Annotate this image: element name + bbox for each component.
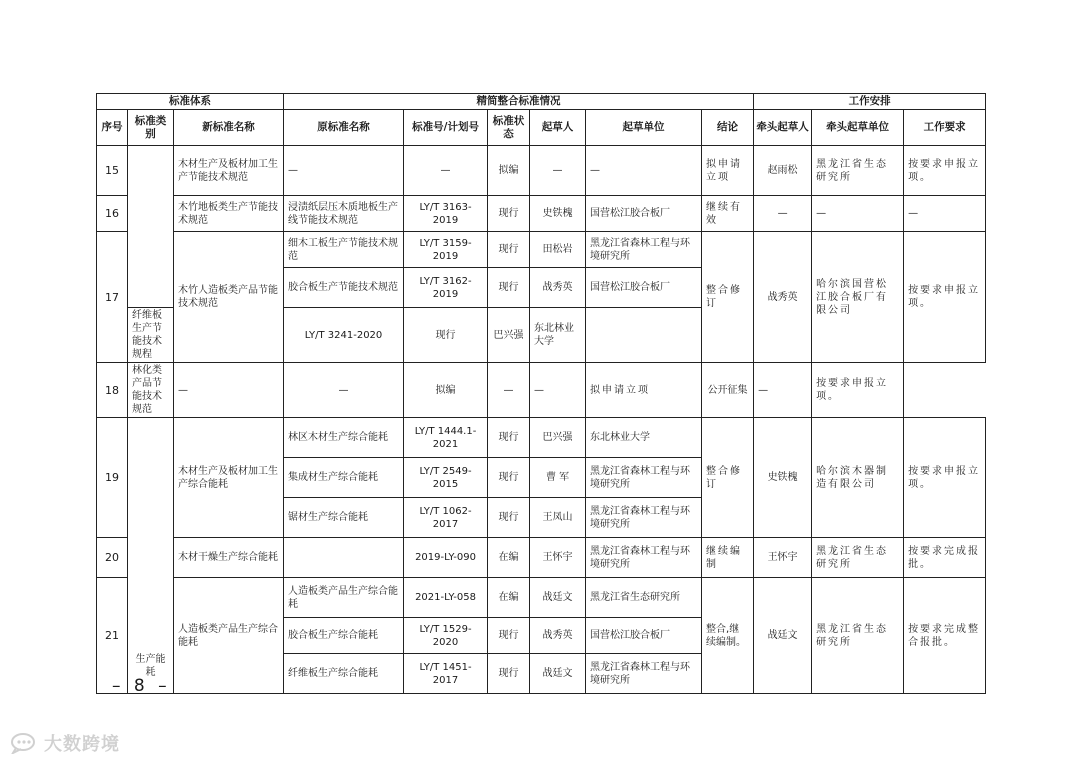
category-cell-empty [128,146,174,308]
requirement-cell: 按要求申报立项。 [904,232,986,363]
drafter-cell: 王凤山 [530,498,586,538]
status-cell: 拟编 [404,363,488,418]
drafter-cell: 曹 军 [530,458,586,498]
status-cell: 现行 [488,654,530,694]
orig-name-cell: 纤维板生产综合能耗 [284,654,404,694]
table-row [97,146,986,196]
std-no-cell: LY/T 2549-2015 [404,458,488,498]
new-name-cell: 木材生产及板材加工生产节能技术规范 [174,146,284,196]
header-new-name: 新标准名称 [174,110,284,146]
lead-unit-cell: — [812,196,904,232]
row-seq: 21 [97,578,128,694]
row-seq: 17 [97,232,128,363]
status-cell: 拟编 [488,146,530,196]
drafter-cell: 战秀英 [530,268,586,308]
header-seq: 序号 [97,110,128,146]
row-seq: 20 [97,538,128,578]
header-conclusion: 结论 [702,110,754,146]
row-seq: 19 [97,418,128,538]
status-cell: 现行 [488,418,530,458]
lead-drafter-cell: 公开征集 [702,363,754,418]
new-name-cell: 木竹地板类生产节能技术规范 [174,196,284,232]
orig-name-cell: 胶合板生产综合能耗 [284,618,404,654]
orig-name-cell: — [174,363,284,418]
orig-name-cell: 人造板类产品生产综合能耗 [284,578,404,618]
drafter-cell: 巴兴强 [488,308,530,363]
std-no-cell: — [404,146,488,196]
row-seq: 18 [97,363,128,418]
drafter-cell: — [488,363,530,418]
table-row [97,578,986,618]
std-no-cell: LY/T 3159-2019 [404,232,488,268]
table-row [97,196,986,232]
chat-bubble-icon [10,732,40,754]
std-no-cell: LY/T 1529-2020 [404,618,488,654]
orig-name-cell [284,538,404,578]
orig-name-cell: 细木工板生产节能技术规范 [284,232,404,268]
orig-name-cell: — [284,146,404,196]
unit-cell: 东北林业大学 [530,308,586,363]
header-consolidation-situation: 精简整合标准情况 [284,94,754,110]
header-work-arrangement: 工作安排 [754,94,986,110]
new-name-cell: 林化类产品节能技术规范 [128,363,174,418]
lead-drafter-cell: 史铁槐 [754,418,812,538]
status-cell: 现行 [404,308,488,363]
orig-name-cell: 胶合板生产节能技术规范 [284,268,404,308]
category-cell: 生产能耗 [128,418,174,694]
header-lead-unit: 牵头起草单位 [812,110,904,146]
header-lead-drafter: 牵头起草人 [754,110,812,146]
unit-cell: 黑龙江省森林工程与环境研究所 [586,232,702,268]
lead-drafter-cell: 赵雨松 [754,146,812,196]
status-cell: 现行 [488,232,530,268]
requirement-cell: 按要求申报立项。 [904,146,986,196]
requirement-cell: 按要求申报立项。 [812,363,904,418]
unit-cell: — [586,146,702,196]
lead-unit-cell: 哈尔滨木器制造有限公司 [812,418,904,538]
drafter-cell: — [530,146,586,196]
unit-cell: 国营松江胶合板厂 [586,268,702,308]
orig-name-cell: 锯材生产综合能耗 [284,498,404,538]
orig-name-cell: 浸渍纸层压木质地板生产线节能技术规范 [284,196,404,232]
conclusion-cell: 继续有效 [702,196,754,232]
drafter-cell: 战廷文 [530,654,586,694]
drafter-cell: 战廷文 [530,578,586,618]
drafter-cell: 田松岩 [530,232,586,268]
lead-drafter-cell: 战秀英 [754,232,812,363]
lead-unit-cell: 黑龙江省生态研究所 [812,538,904,578]
status-cell: 在编 [488,538,530,578]
table-row [97,418,986,458]
lead-unit-cell: 黑龙江省生态研究所 [812,578,904,694]
orig-name-cell: 集成材生产综合能耗 [284,458,404,498]
std-no-cell: 2019-LY-090 [404,538,488,578]
row-seq: 15 [97,146,128,196]
header-requirement: 工作要求 [904,110,986,146]
unit-cell: 黑龙江省森林工程与环境研究所 [586,538,702,578]
header-std-no: 标准号/计划号 [404,110,488,146]
table-row [97,232,986,268]
standards-table [96,93,986,694]
status-cell: 现行 [488,498,530,538]
unit-cell: 黑龙江省森林工程与环境研究所 [586,654,702,694]
lead-unit-cell: — [754,363,812,418]
header-orig-name: 原标准名称 [284,110,404,146]
std-no-cell: LY/T 1062-2017 [404,498,488,538]
new-name-cell: 木竹人造板类产品节能技术规范 [174,232,284,363]
header-standard-system: 标准体系 [97,94,284,110]
drafter-cell: 史铁槐 [530,196,586,232]
std-no-cell: 2021-LY-058 [404,578,488,618]
page-number: – 8 – [112,676,171,696]
requirement-cell: 按要求申报立项。 [904,418,986,538]
drafter-cell: 战秀英 [530,618,586,654]
row-seq: 16 [97,196,128,232]
std-no-cell: LY/T 3163-2019 [404,196,488,232]
std-no-cell: LY/T 3162-2019 [404,268,488,308]
requirement-cell: 按要求完成整合报批。 [904,578,986,694]
lead-drafter-cell: — [754,196,812,232]
unit-cell: 黑龙江省森林工程与环境研究所 [586,458,702,498]
unit-cell: 国营松江胶合板厂 [586,196,702,232]
unit-cell: 东北林业大学 [586,418,702,458]
status-cell: 现行 [488,618,530,654]
status-cell: 现行 [488,268,530,308]
orig-name-cell: 林区木材生产综合能耗 [284,418,404,458]
requirement-cell: — [904,196,986,232]
new-name-cell: 人造板类产品生产综合能耗 [174,578,284,694]
new-name-cell: 木材生产及板材加工生产综合能耗 [174,418,284,538]
conclusion-cell: 继续编制 [702,538,754,578]
conclusion-cell: 整合修订 [702,418,754,538]
new-name-cell: 木材干燥生产综合能耗 [174,538,284,578]
lead-drafter-cell: 战廷文 [754,578,812,694]
std-no-cell: LY/T 3241-2020 [284,308,404,363]
std-no-cell: LY/T 1451-2017 [404,654,488,694]
conclusion-cell: 整合修订 [702,232,754,363]
conclusion-cell: 整合,继续编制。 [702,578,754,694]
watermark-text: 大数跨境 [44,734,120,755]
status-cell: 现行 [488,458,530,498]
std-no-cell: — [284,363,404,418]
lead-unit-cell: 黑龙江省生态研究所 [812,146,904,196]
header-status: 标准状态 [488,110,530,146]
table-row [97,538,986,578]
header-column-row [97,110,986,146]
requirement-cell: 按要求完成报批。 [904,538,986,578]
orig-name-cell: 纤维板生产节能技术规程 [128,308,174,363]
status-cell: 现行 [488,196,530,232]
unit-cell: 国营松江胶合板厂 [586,618,702,654]
std-no-cell: LY/T 1444.1-2021 [404,418,488,458]
unit-cell: 黑龙江省森林工程与环境研究所 [586,498,702,538]
status-cell: 在编 [488,578,530,618]
conclusion-cell: 拟申请立项 [586,363,702,418]
header-category: 标准类别 [128,110,174,146]
table-row [97,363,986,418]
header-drafter: 起草人 [530,110,586,146]
header-group-row [97,94,986,110]
unit-cell: 黑龙江省生态研究所 [586,578,702,618]
lead-drafter-cell: 王怀宇 [754,538,812,578]
drafter-cell: 巴兴强 [530,418,586,458]
drafter-cell: 王怀宇 [530,538,586,578]
conclusion-cell: 拟申请立项 [702,146,754,196]
header-unit: 起草单位 [586,110,702,146]
watermark [10,730,120,756]
unit-cell: — [530,363,586,418]
lead-unit-cell: 哈尔滨国营松江胶合板厂有限公司 [812,232,904,363]
